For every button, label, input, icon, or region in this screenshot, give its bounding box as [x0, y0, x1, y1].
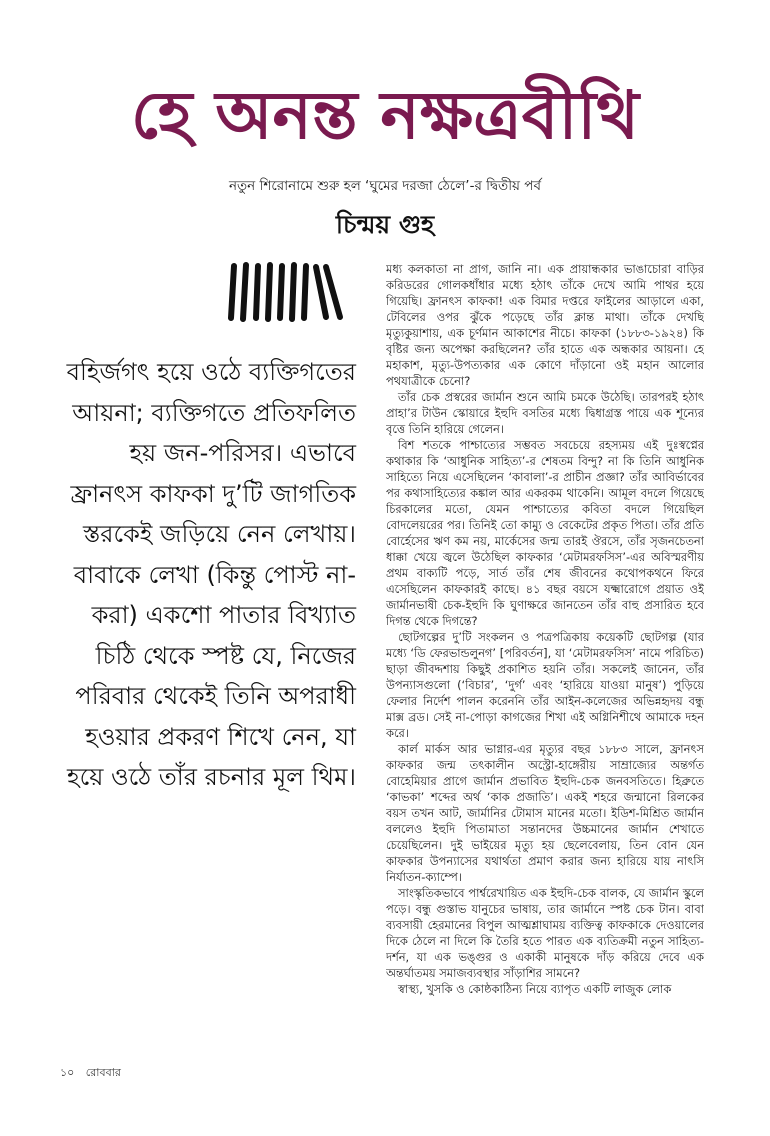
page-title: হে অনন্ত নক্ষত্রবীথি [130, 76, 640, 154]
pull-quote: বহির্জগৎ হয়ে ওঠে ব্যক্তিগতের আয়না; ব্যক্তিগতে প্রতিফলিত হয় জন-পরিসর। এভাবে ফ্রানৎস কাফকা দু’টি জাগতিক স্তরকেই জড়িয়ে নেন লেখায়। বাবাকে লেখা (কিন্তু পোস্ট না-করা) একশো পাতার বিখ্যাত চিঠি থেকে স্পষ্ট যে, নিজের পরিবার থেকেই তিনি অপরাধী হওয়ার প্রকরণ শিখে নেন, যা হয়ে ওঠে তাঁর রচনার মূল থিম। [66, 358, 356, 791]
article-paragraph: সাংস্কৃতিকভাবে পার্শ্বরেখায়িত এক ইহুদি-চেক বালক, যে জার্মান স্কুলে পড়ে। বন্ধু গুস্তাভ যানুচের ভাষায়, তার জার্মানে স্পষ্ট চেক টান। বাবা ব্যবসায়ী হেরমানের বিপুল আত্মশ্লাঘাময় ব্যক্তিত্ব কাফকাকে দেওয়ালের দিকে ঠেলে না দিলে কি তৈরি হতে পারত এক ব্যতিক্রমী নতুন সাহিত্য-দর্শন, যা এক ভঙ্গুর ও একাকী মানুষকে দাঁড় করিয়ে দেবে এক অন্তর্ঘাতময় সমাজব্যবস্থার সাঁড়াশির সামনে? [386, 886, 704, 980]
article-paragraph: বিশ শতকে পাশ্চাত্যের সম্ভবত সবচেয়ে রহস্যময় এই দুঃস্বপ্নের কথাকার কি ‘আধুনিক সাহিত্য’-র শেষতম বিন্দু? না কি তিনি আধুনিক সাহিত্যে নিয়ে এসেছিলেন ‘কাবালা’-র প্রাচীন প্রজ্ঞা? তাঁর আবির্ভাবের পর কথাসাহিত্যের কঙ্কাল আর একরকম থাকেনি। আমূল বদলে গিয়েছে চিরকালের মতো, যেমন পাশ্চাত্যের কবিতা বদলে গিয়েছিল বোদলেয়রের পর। তিনিই তো কাম্যু ও বেকেটের প্রকৃত পিতা। তাঁর প্রতি বোর্হেসের ঋণ কম নয়, মার্কেসের জন্ম তারই ঔরসে, তাঁর সৃজনচেতনা ধাক্কা খেয়ে জ্বলে উঠেছিল কাফকার ‘মেটামরফসিস’-এর অবিস্মরণীয় প্রথম বাক্যটি পড়ে, সার্ত তাঁর শেষ জীবনের কথোপকথনে ফিরে এসেছিলেন কাফকারই কাছে। ৪১ বছর বয়সে যক্ষ্মারোগে প্রয়াত ওই জার্মানভাষী চেক-ইহুদি কি ঘুণাক্ষরে জানতেন তাঁর বাহু প্রসারিত হবে দিগন্ত থেকে দিগন্তে? [386, 438, 704, 628]
article-paragraph: কার্ল মার্কস আর ভাগ্নার-এর মৃত্যুর বছর ১৮৮৩ সালে, ফ্রানৎস কাফকার জন্ম তৎকালীন অস্ট্রো-হাঙ্গেরীয় সাম্রাজ্যের অন্তর্গত বোহেমিয়ার প্রাগে জার্মান প্রভাবিত ইহুদি-চেক জনবসতিতে। হিব্রুতে ‘কাভকা’ শব্দের অর্থ ‘কাক প্রজাতি’। একই শহরে জন্মানো রিলকের বয়স তখন আট, জার্মানির টোমাস মানের মতো। ইডিশ-মিশ্রিত জার্মান বললেও ইহুদি পিতামাতা সন্তানদের উচ্চমানের জার্মান শেখাতে চেয়েছিলেন। দুই ভাইয়ের মৃত্যু হয় ছেলেবেলায়, তিন বোন যেন কাফকার উপন্যাসের যথার্থতা প্রমাণ করার জন্য হারিয়ে যায় নাৎসি নির্যাতন-ক্যাম্পে। [386, 742, 704, 884]
section-name: রোববার [85, 1066, 121, 1079]
author-name: চিন্ময় গুহ [335, 210, 435, 239]
article-body [386, 261, 704, 1061]
page-number: ১০ [60, 1066, 75, 1079]
article-paragraph: তাঁর চেক প্রস্বরের জার্মান শুনে আমি চমকে উঠেছি। তারপরই হঠাৎ প্রাহা’র টাউন স্কোয়ারে ইহুদি বসতির মধ্যে দ্বিধাগ্রস্ত পায়ে এক শূন্যের বৃত্তে তিনি হারিয়ে গেলেন। [386, 390, 704, 436]
subtitle: নতুন শিরোনামে শুরু হল ‘ঘুমের দরজা ঠেলে’-র দ্বিতীয় পর্ব [229, 178, 541, 194]
page-footer [60, 1064, 129, 1083]
article-paragraph: স্বাস্থ্য, খুসকি ও কোষ্ঠকাঠিন্য নিয়ে ব্যাপৃত একটি লাজুক লোক [398, 982, 672, 996]
article-paragraph: মধ্য কলকাতা না প্রাগ, জানি না। এক প্রায়ান্ধকার ভাঙাচোরা বাড়ির করিডরের গোলকধাঁধার মধ্যে হঠাৎ তাঁকে দেখে আমি পাথর হয়ে গিয়েছি। ফ্রানৎস কাফকা! এক বিমার দপ্তরে ফাইলের আড়ালে একা, টেবিলের ওপর ঝুঁকে পড়েছে তাঁর ক্লান্ত মাথা। তাঁকে দেখছি মৃত্যুকুয়াশায়, এক চূর্ণমান আকাশের নীচে। কাফকা (১৮৮৩-১৯২৪) কি বৃষ্টির জন্য অপেক্ষা করছিলেন? তাঁর হাতে এক অন্ধকার আয়না। হে মহাকাশ, মৃত্যু-উপত্যকার এক কোণে দাঁড়ানো ওই মহান আলোর পথযাত্রীকে চেনো? [386, 262, 704, 388]
brush-strokes-graphic [228, 262, 348, 322]
article-paragraph: ছোটগল্পের দু’টি সংকলন ও পত্রপত্রিকায় কয়েকটি ছোটগল্প (যার মধ্যে ‘ডি ফেরভান্ডলুনগ’ [পরিবর্তন], যা ‘মেটামরফসিস’ নামে পরিচিত) ছাড়া জীবদ্দশায় কিছুই প্রকাশিত হয়নি তাঁর। সকলেই জানেন, তাঁর উপন্যাসগুলো (‘বিচার’, ‘দুর্গ’ এবং ‘হারিয়ে যাওয়া মানুষ’) পুড়িয়ে ফেলার নির্দেশ পালন করেননি তাঁর আইন-কলেজের অভিন্নহৃদয় বন্ধু মাক্স ব্রড। সেই না-পোড়া কাগজের শিখা এই অগ্নিনিশীথে আমাকে দহন করে। [386, 630, 704, 740]
